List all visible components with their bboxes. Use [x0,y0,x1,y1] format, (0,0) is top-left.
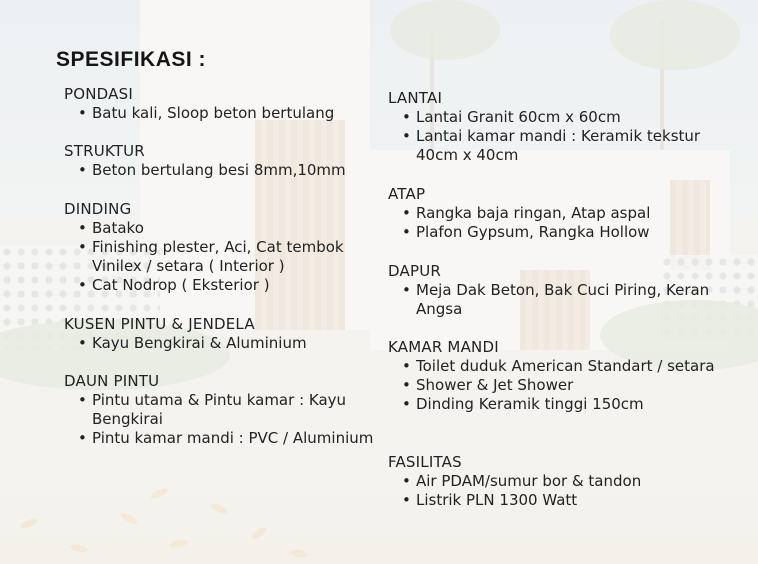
page-title: SPESIFIKASI : [56,48,207,71]
spec-item: • Toilet duduk American Standart / setara [416,357,715,376]
spec-list [64,219,384,295]
spec-section-lantai [388,89,718,165]
section-heading: ATAP [388,185,426,203]
spec-item: • Finishing plester, Aci, Cat tembok Vinilex / setara ( Interior ) [92,238,384,276]
spec-section-daun-pintu [64,372,384,448]
spec-item: • Batako [92,219,384,238]
spec-section-fasilitas [388,453,641,510]
spec-section-dapur [388,262,718,319]
spec-list [388,108,718,165]
spec-item: • Shower & Jet Shower [416,376,715,395]
spec-section-struktur [64,142,346,180]
spec-list [388,281,718,319]
section-heading: PONDASI [64,85,133,103]
spec-item: • Kayu Bengkirai & Aluminium [92,334,307,353]
spec-item: • Beton bertulang besi 8mm,10mm [92,161,346,180]
spec-list [64,334,307,353]
section-heading: FASILITAS [388,453,462,471]
spec-section-kamar-mandi [388,338,715,414]
spec-item: • Meja Dak Beton, Bak Cuci Piring, Keran Angsa [416,281,718,319]
section-heading: KUSEN PINTU & JENDELA [64,315,255,333]
spec-section-atap [388,185,650,242]
spec-list [64,161,346,180]
spec-item: • Dinding Keramik tinggi 150cm [416,395,715,414]
spec-list [64,391,384,448]
section-heading: DAPUR [388,262,441,280]
spec-list [388,472,641,510]
spec-item: • Air PDAM/sumur bor & tandon [416,472,641,491]
spec-section-pondasi [64,85,334,123]
spec-item: • Rangka baja ringan, Atap aspal [416,204,650,223]
spec-list [388,204,650,242]
spec-section-dinding [64,200,384,295]
spec-section-kusen [64,315,307,353]
spec-item: • Plafon Gypsum, Rangka Hollow [416,223,650,242]
spec-list [388,357,715,414]
spec-item: • Lantai kamar mandi : Keramik tekstur 40cm x 40cm [416,127,718,165]
section-heading: STRUKTUR [64,142,145,160]
spec-item: • Listrik PLN 1300 Watt [416,491,641,510]
spec-list [64,104,334,123]
section-heading: DINDING [64,200,132,218]
section-heading: LANTAI [388,89,443,107]
spec-item: • Batu kali, Sloop beton bertulang [92,104,334,123]
spec-item: • Lantai Granit 60cm x 60cm [416,108,718,127]
section-heading: DAUN PINTU [64,372,160,390]
spec-item: • Cat Nodrop ( Eksterior ) [92,276,384,295]
spec-item: • Pintu kamar mandi : PVC / Aluminium [92,429,384,448]
section-heading: KAMAR MANDI [388,338,499,356]
spec-item: • Pintu utama & Pintu kamar : Kayu Bengkirai [92,391,384,429]
